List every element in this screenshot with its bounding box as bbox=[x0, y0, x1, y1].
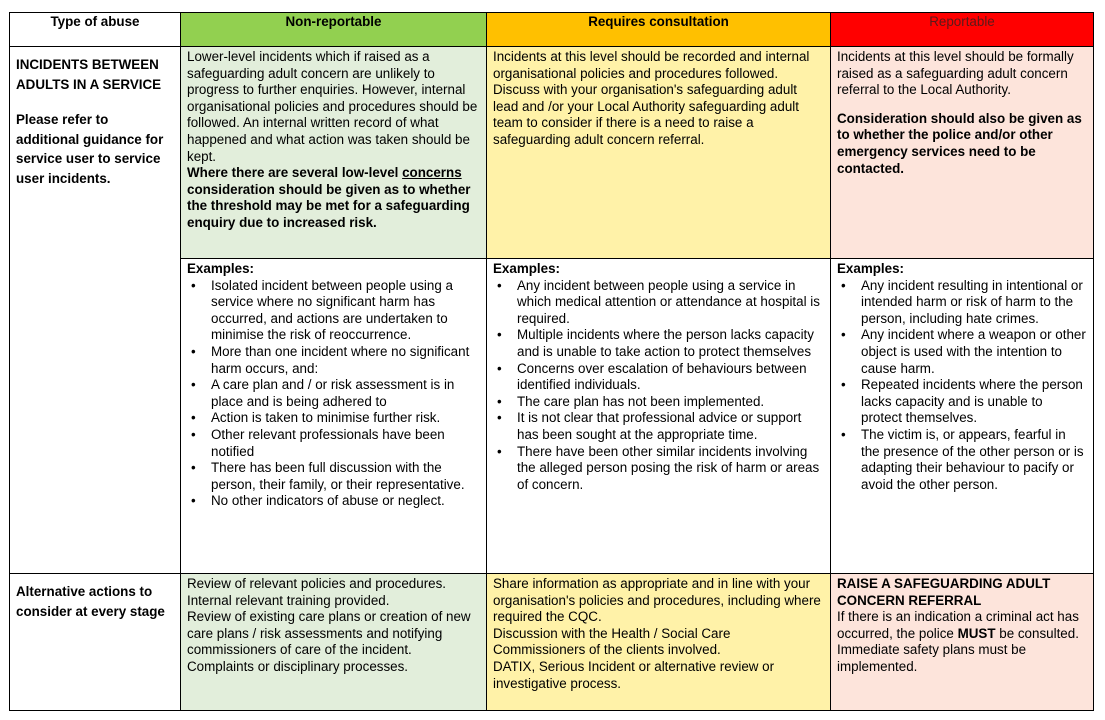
cell-non-reportable-actions bbox=[181, 574, 487, 711]
incidents-title: INCIDENTS BETWEEN ADULTS IN A SERVICE bbox=[16, 57, 162, 92]
cell-reportable-description bbox=[831, 47, 1094, 259]
header-requires-consultation: Requires consultation bbox=[487, 13, 831, 47]
header-reportable: Reportable bbox=[831, 13, 1094, 47]
examples-label: Examples: bbox=[187, 261, 254, 276]
reportable-bold-text: Consideration should also be given as to whether the police and/or other emergency services need to be contacted. bbox=[837, 110, 1082, 176]
list-item: • A care plan and / or risk assessment is in place and is being adhered to bbox=[187, 377, 480, 410]
cell-requires-consultation-actions bbox=[487, 574, 831, 711]
action-item: Review of relevant policies and procedures. bbox=[187, 576, 447, 591]
non-reportable-examples-list bbox=[187, 278, 480, 510]
action-item: Review of existing care plans or creation of new care plans / risk assessments and notifying commissioners of care of the incident. bbox=[187, 609, 471, 658]
cell-non-reportable-examples bbox=[181, 259, 487, 574]
action-item: Share information as appropriate and in line with your organisation's policies and procedures, including where required the CQC. bbox=[493, 576, 821, 625]
requires-consultation-examples-list bbox=[493, 278, 824, 494]
list-item: • The care plan has not been implemented. bbox=[493, 394, 824, 411]
list-item: • Any incident where a weapon or other object is used with the intention to cause harm. bbox=[837, 327, 1087, 377]
action-item: Complaints or disciplinary processes. bbox=[187, 658, 409, 674]
list-item: • The victim is, or appears, fearful in the presence of the other person or is adapting their behaviour to pacify or avoid the other person. bbox=[837, 427, 1087, 493]
header-type-of-abuse: Type of abuse bbox=[10, 13, 181, 47]
header-non-reportable: Non-reportable bbox=[181, 13, 487, 47]
list-item: • Any incident between people using a service in which medical attention or attendance at hospital is required. bbox=[493, 278, 824, 328]
list-item: • More than one incident where no significant harm occurs, and: bbox=[187, 344, 480, 377]
examples-label: Examples: bbox=[493, 261, 560, 276]
examples-label: Examples: bbox=[837, 261, 904, 276]
guidance-note: Please refer to additional guidance for service user to service user incidents. bbox=[16, 112, 164, 186]
action-item: DATIX, Serious Incident or alternative review or investigative process. bbox=[493, 658, 775, 691]
cell-requires-consultation-description bbox=[487, 47, 831, 259]
list-item: • It is not clear that professional advice or support has been sought at the appropriate time. bbox=[493, 410, 824, 443]
list-item: • There has been full discussion with the person, their family, or their representative. bbox=[187, 460, 480, 493]
list-item: • Any incident resulting in intentional or intended harm or risk of harm to the person, including hate crimes. bbox=[837, 278, 1087, 328]
reportable-text: Incidents at this level should be formally raised as a safeguarding adult concern referral to the Local Authority. bbox=[837, 49, 1074, 98]
cell-reportable-examples bbox=[831, 259, 1094, 574]
cell-non-reportable-description bbox=[181, 47, 487, 259]
raise-referral-heading: RAISE A SAFEGUARDING ADULT CONCERN REFERRAL bbox=[837, 576, 1051, 608]
action-item: Discussion with the Health / Social Care Commissioners of the clients involved. bbox=[493, 625, 731, 658]
police-text-suffix: be consulted. bbox=[995, 625, 1079, 641]
list-item: • Action is taken to minimise further risk. bbox=[187, 410, 480, 427]
safety-plans-text: Immediate safety plans must be implemented. bbox=[837, 642, 1027, 674]
list-item: • Concerns over escalation of behaviours between identified individuals. bbox=[493, 361, 824, 394]
list-item: • Isolated incident between people using a service where no significant harm has occurred, and actions are undertaken to minimise the risk of reoccurrence. bbox=[187, 278, 480, 344]
list-item: • There have been other similar incidents involving the alleged person posing the risk of harm or areas of concern. bbox=[493, 444, 824, 494]
non-reportable-text: Lower-level incidents which if raised as a safeguarding adult concern are unlikely to progress to further enquiries. However, internal organisational policies and procedures should be followed. An internal written record of what happened and what action was taken should be kept. bbox=[187, 49, 478, 164]
cell-requires-consultation-examples bbox=[487, 259, 831, 574]
must-emphasis: MUST bbox=[957, 625, 996, 641]
cell-reportable-actions bbox=[831, 574, 1094, 711]
bold-note-suffix: consideration should be given as to whether the threshold may be met for a safeguarding enquiry due to increased risk. bbox=[187, 181, 471, 230]
requires-consultation-text: Incidents at this level should be recorded and internal organisational policies and procedures followed. Discuss with your organisation's safeguarding adult lead and /or your Local Authority safeguarding adult team to consider if there is a need to raise a safeguarding adult concern referral. bbox=[493, 49, 810, 147]
row-label-incidents bbox=[10, 47, 181, 574]
bold-note-prefix: Where there are several low-level bbox=[187, 165, 403, 181]
non-reportable-bold-note bbox=[187, 165, 480, 231]
bold-note-underlined: concerns bbox=[402, 165, 462, 181]
row-label-alternative-actions: Alternative actions to consider at every stage bbox=[10, 574, 181, 711]
police-text-prefix: If there is an indication a criminal act has occurred, the police bbox=[837, 609, 1079, 641]
action-item: Internal relevant training provided. bbox=[187, 592, 390, 608]
safeguarding-threshold-table bbox=[9, 12, 1094, 711]
list-item: • Other relevant professionals have been notified bbox=[187, 427, 480, 460]
list-item: • Multiple incidents where the person lacks capacity and is unable to take action to protect themselves bbox=[493, 327, 824, 360]
police-must-consult-text bbox=[837, 609, 1087, 642]
list-item: • No other indicators of abuse or neglect. bbox=[187, 493, 480, 510]
reportable-examples-list bbox=[837, 278, 1087, 494]
list-item: • Repeated incidents where the person lacks capacity and is unable to protect themselves. bbox=[837, 377, 1087, 427]
